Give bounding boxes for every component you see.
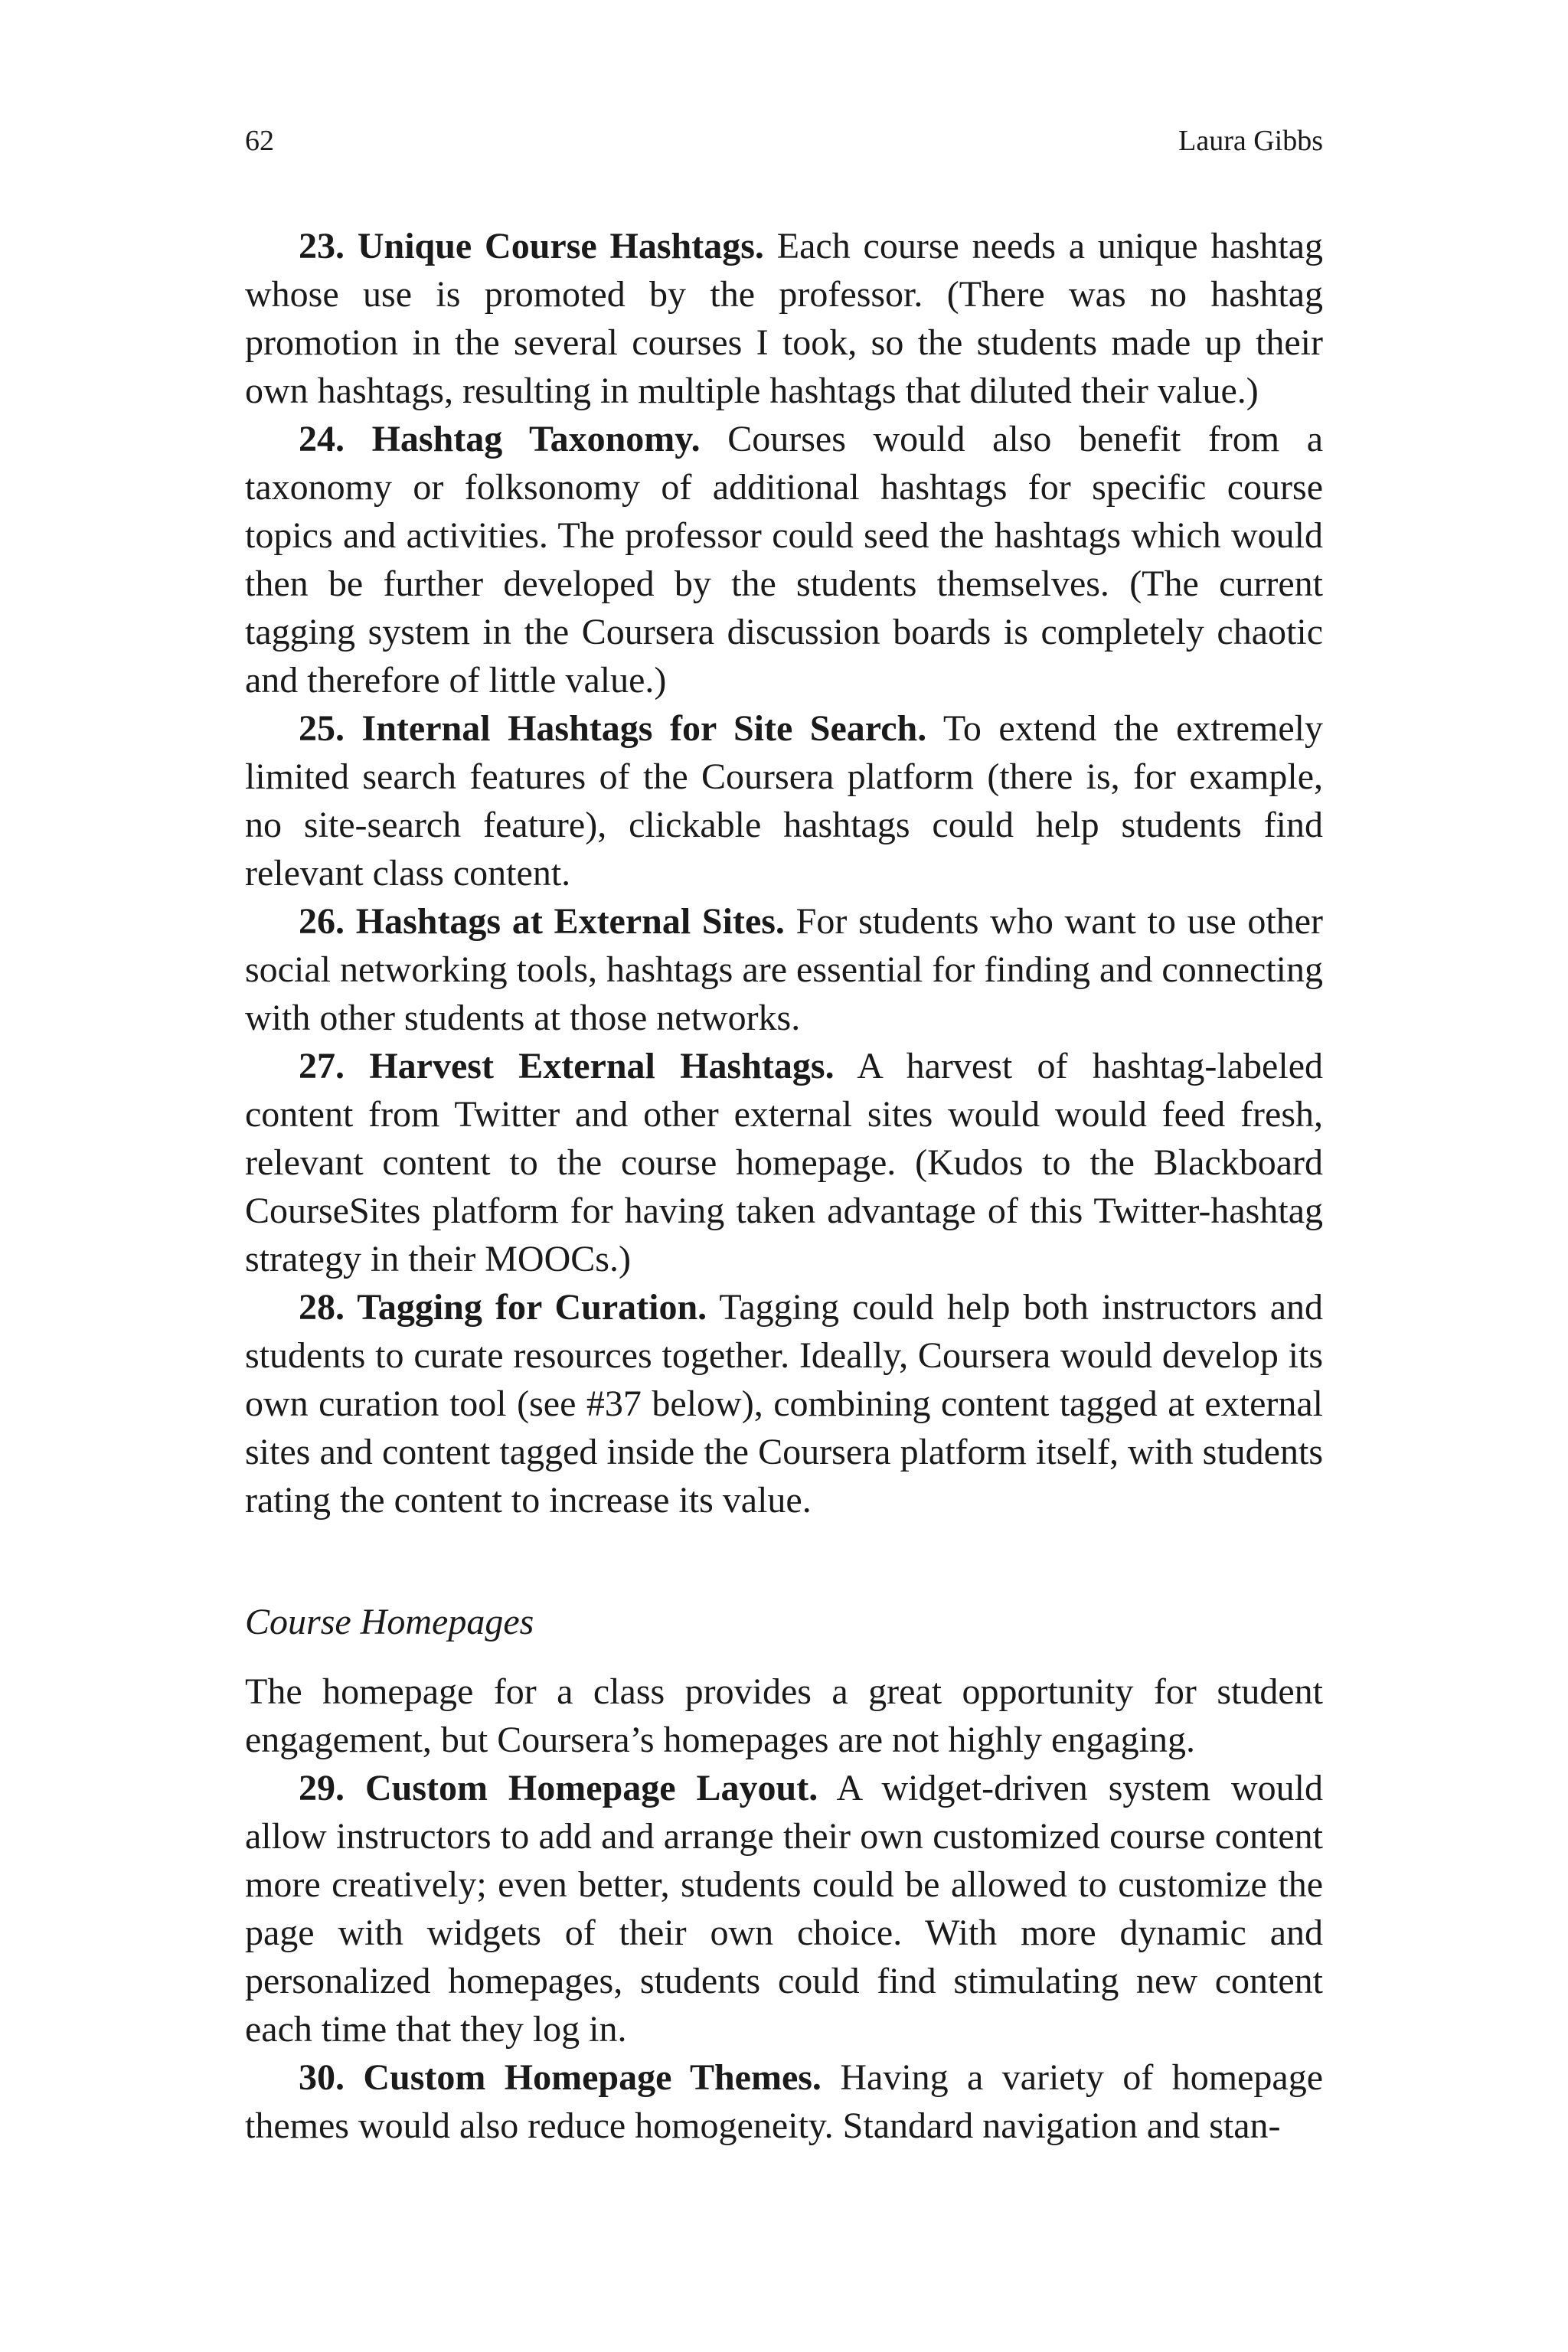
item-title: 27. Harvest External Hashtags. (299, 1046, 835, 1086)
item-title: 28. Tagging for Curation. (299, 1287, 707, 1328)
item-text: Tagging could help both instructors and students to curate resources together. Ideally, Coursera would develop its own curation tool (see #37 below), combining content tagged at external sites and content tagged inside the Coursera platform itself, with students rating the content to increase its value. (245, 1287, 1324, 1521)
list-item (245, 415, 1323, 704)
item-title: 29. Custom Homepage Layout. (299, 1768, 818, 1808)
item-text: A widget-driven system would allow instructors to add and arrange their own customized course content more creatively; even better, students could be allowed to customize the page with widgets of their own choice. With more dynamic and personalized homepages, students could find stimulating new content each time that they log in. (245, 1768, 1323, 2050)
item-title: 26. Hashtags at External Sites. (299, 901, 785, 942)
body-text (245, 222, 1323, 2150)
item-title: 24. Hashtag Taxonomy. (299, 419, 701, 459)
item-title: 30. Custom Homepage Themes. (299, 2057, 822, 2098)
item-title: 25. Internal Hashtags for Site Search. (299, 708, 927, 749)
list-item (245, 897, 1323, 1042)
list-item (245, 1764, 1323, 2053)
item-text: To extend the extremely limited search features of the Coursera platform (there is, for example, no site-search feature), clickable hashtags could help students find relevant class content. (245, 708, 1323, 893)
list-item (245, 1042, 1323, 1283)
section-intro: The homepage for a class provides a great opportunity for student engagement, but Coursera’s homepages are not highly engaging. (245, 1671, 1323, 1760)
list-item (245, 1283, 1323, 1524)
list-item (245, 2053, 1323, 2150)
list-item (245, 222, 1323, 415)
list-item (245, 704, 1323, 897)
item-text: A harvest of hashtag-labeled content from Twitter and other external sites would would feed fresh, relevant content to the course homepage. (Kudos to the Blackboard CourseSites platform for having taken advantage of this Twitter-hashtag strategy in their MOOCs.) (245, 1046, 1323, 1279)
item-text: Each course needs a unique hashtag whose use is promoted by the professor. (There was no hashtag promotion in the several courses I took, so the students made up their own hashtags, resulting in multiple hashtags that diluted their value.) (245, 226, 1324, 411)
item-text: Courses would also benefit from a taxonomy or folksonomy of additional hashtags for specific course topics and activities. The professor could seed the hashtags which would then be further developed by the students themselves. (The current tagging system in the Coursera discussion boards is completely chaotic and therefore of little value.) (245, 419, 1324, 701)
page-number: 62 (245, 125, 274, 157)
item-text: Having a variety of homepage themes would also reduce homogeneity. Standard navigation and stan- (245, 2057, 1324, 2146)
item-text: For students who want to use other social networking tools, hashtags are essential for finding and connecting with other students at those networks. (245, 901, 1323, 1038)
running-head (245, 124, 1323, 167)
item-title: 23. Unique Course Hashtags. (299, 226, 764, 266)
author-name: Laura Gibbs (1178, 125, 1323, 157)
section-heading: Course Homepages (245, 1602, 534, 1642)
